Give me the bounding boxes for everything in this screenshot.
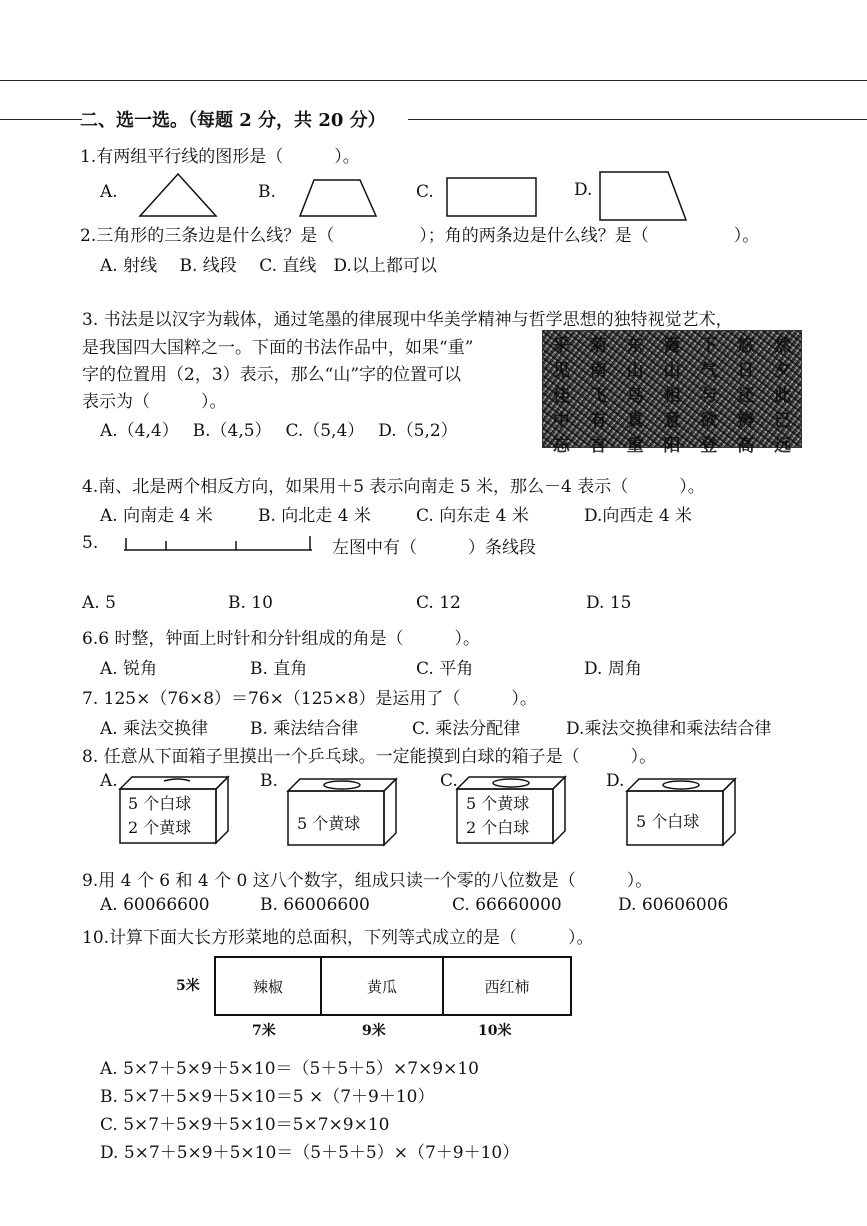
- q2-options: A. 射线 B. 线段 C. 直线 D.以上都可以: [100, 256, 437, 276]
- calligraphy-char: 高: [737, 436, 755, 456]
- q9-option-d: D. 60606006: [618, 895, 729, 915]
- q5-option-d: D. 15: [586, 593, 632, 613]
- q8-label-c: C.: [440, 771, 458, 791]
- calligraphy-char: 日: [737, 361, 755, 381]
- q8-stem: 8. 任意从下面箱子里摸出一个乒乓球。一定能摸到白球的箱子是（ ）。: [82, 747, 657, 767]
- right-trapezoid-shape: [598, 170, 690, 222]
- q10-option-a: A. 5×7＋5×9＋5×10＝（5＋5＋5）×7×9×10: [100, 1059, 479, 1079]
- calligraphy-char: 欲: [700, 411, 718, 431]
- calligraphy-char: 中: [552, 411, 570, 431]
- q2-stem: 2.三角形的三条边是什么线？是（ ）；角的两条边是什么线？是（ ）。: [80, 226, 760, 246]
- box-d-line1: 5 个白球: [636, 812, 700, 831]
- q10-width-1: 7米: [252, 1023, 276, 1039]
- q7-option-a: A. 乘法交换律: [100, 719, 209, 739]
- field-cucumber: [322, 958, 444, 1014]
- q7-option-d: D.乘法交换律和乘法结合律: [566, 719, 772, 739]
- q4-option-b: B. 向北走 4 米: [258, 506, 371, 526]
- calligraphy-char: 有: [589, 411, 607, 431]
- calligraphy-char: 夕: [774, 361, 792, 381]
- q10-width-2: 9米: [362, 1023, 386, 1039]
- q10-stem: 10.计算下面大长方形菜地的总面积，下列等式成立的是（ ）。: [82, 928, 594, 948]
- q6-stem: 6.6 时整，钟面上时针和分针组成的角是（ ）。: [82, 629, 480, 649]
- calligraphy-char: 采: [552, 336, 570, 356]
- q10-option-d: D. 5×7＋5×9＋5×10＝（5＋5＋5）×（7＋9＋10）: [100, 1143, 520, 1163]
- segment-figure: [120, 532, 320, 554]
- q9-option-c: C. 66660000: [452, 895, 562, 915]
- calligraphy-char: 南: [589, 361, 607, 381]
- top-rule: [0, 80, 867, 81]
- field-tomato: [444, 958, 570, 1014]
- calligraphy-char: 远: [774, 436, 792, 456]
- calligraphy-char: 下: [700, 336, 718, 356]
- calligraphy-char: 气: [700, 361, 718, 381]
- box-b-line1: 5 个黄球: [297, 814, 361, 833]
- field-pepper: [216, 958, 322, 1014]
- q6-option-a: A. 锐角: [100, 659, 158, 679]
- q10-option-c: C. 5×7＋5×9＋5×10＝5×7×9×10: [100, 1115, 390, 1135]
- vegetable-plot: [214, 956, 572, 1016]
- q7-option-c: C. 乘法分配律: [412, 719, 521, 739]
- calligraphy-char: 菊: [589, 336, 607, 356]
- q10-width-3: 10米: [478, 1023, 512, 1039]
- q6-option-c: C. 平角: [416, 659, 474, 679]
- q4-option-c: C. 向东走 4 米: [416, 506, 529, 526]
- calligraphy-char: 重: [626, 436, 644, 456]
- box-b: [286, 777, 398, 847]
- q1-label-d: D.: [574, 180, 593, 200]
- calligraphy-char: 山: [663, 361, 681, 381]
- q1-label-a: A.: [100, 182, 118, 202]
- field-cucumber-label: 黄瓜: [366, 977, 397, 996]
- triangle-shape: [138, 172, 218, 218]
- q10-option-b: B. 5×7＋5×9＋5×10＝5 ×（7＋9＋10）: [100, 1087, 435, 1107]
- calligraphy-char: 相: [663, 386, 681, 406]
- section-rule-left: [0, 119, 82, 120]
- calligraphy-char: 与: [700, 386, 718, 406]
- calligraphy-char: 忘: [552, 436, 570, 456]
- q5-option-c: C. 12: [416, 593, 461, 613]
- calligraphy-char: 飞: [589, 386, 607, 406]
- q3-line1: 3. 书法是以汉字为载体，通过笔墨的律展现中华美学精神与哲学思想的独特视觉艺术，: [82, 310, 733, 330]
- calligraphy-char: 此: [774, 386, 792, 406]
- calligraphy-char: 已: [774, 411, 792, 431]
- calligraphy-char: 辨: [737, 411, 755, 431]
- calligraphy-grid: [543, 331, 801, 456]
- calligraphy-char: 还: [737, 386, 755, 406]
- box-a-line2: 2 个黄球: [128, 818, 192, 837]
- section-rule-right: [408, 119, 867, 120]
- rectangle-shape: [446, 176, 538, 218]
- q5-stem: 左图中有（ ）条线段: [332, 538, 536, 558]
- q6-option-b: B. 直角: [250, 659, 308, 679]
- calligraphy-char: 意: [663, 411, 681, 431]
- q3-line2: 是我国四大国粹之一。下面的书法作品中，如果“重”: [82, 338, 474, 358]
- q3-line3: 字的位置用（2，3）表示，那么“山”字的位置可以: [82, 365, 462, 385]
- section-title: 二、选一选。（每题 2 分，共 20 分）: [80, 110, 386, 131]
- q8-label-b: B.: [260, 771, 278, 791]
- calligraphy-char: 山: [626, 361, 644, 381]
- q3-options: A.（4,4） B.（4,5） C.（5,4） D.（5,2）: [100, 421, 458, 441]
- trapezoid-shape: [298, 178, 378, 218]
- calligraphy-char: 阳: [663, 436, 681, 456]
- box-c-line1: 5 个黄球: [466, 794, 530, 813]
- q4-option-d: D.向西走 4 米: [584, 506, 693, 526]
- q1-label-c: C.: [416, 182, 434, 202]
- calligraphy-char: 见: [552, 361, 570, 381]
- calligraphy-char: 篱: [663, 336, 681, 356]
- q4-stem: 4.南、北是两个相反方向，如果用＋5 表示向南走 5 米，那么－4 表示（ ）。: [82, 477, 705, 497]
- q8-label-d: D.: [606, 771, 625, 791]
- q5-option-a: A. 5: [82, 593, 116, 613]
- calligraphy-char: 东: [626, 336, 644, 356]
- field-pepper-label: 辣椒: [252, 977, 283, 996]
- q4-option-a: A. 向南走 4 米: [100, 506, 213, 526]
- q5-label: 5.: [82, 533, 99, 553]
- calligraphy-image: [542, 330, 802, 456]
- q8-label-a: A.: [100, 771, 118, 791]
- calligraphy-char: 然: [774, 336, 792, 356]
- q10-height-label: 5米: [176, 978, 200, 994]
- calligraphy-char: 真: [626, 411, 644, 431]
- q1-stem: 1.有两组平行线的图形是（ ）。: [80, 147, 360, 167]
- calligraphy-char: 言: [589, 436, 607, 456]
- box-a-line1: 5 个白球: [128, 794, 192, 813]
- field-tomato-label: 西红柿: [484, 977, 530, 996]
- q9-option-b: B. 66006600: [260, 895, 370, 915]
- q7-stem: 7. 125×（76×8）＝76×（125×8）是运用了（ ）。: [82, 689, 537, 709]
- calligraphy-char: 佳: [552, 386, 570, 406]
- calligraphy-char: 悠: [737, 336, 755, 356]
- q5-option-b: B. 10: [228, 593, 273, 613]
- q3-line4: 表示为（ ）。: [82, 392, 227, 412]
- q6-option-d: D. 周角: [584, 659, 642, 679]
- q1-label-b: B.: [258, 182, 276, 202]
- box-c-line2: 2 个白球: [466, 818, 530, 837]
- q9-option-a: A. 60066600: [100, 895, 210, 915]
- q7-option-b: B. 乘法结合律: [250, 719, 359, 739]
- calligraphy-char: 登: [700, 436, 718, 456]
- calligraphy-char: 鸟: [626, 386, 644, 406]
- q9-stem: 9.用 4 个 6 和 4 个 0 这八个数字，组成只读一个零的八位数是（ ）。: [82, 871, 653, 891]
